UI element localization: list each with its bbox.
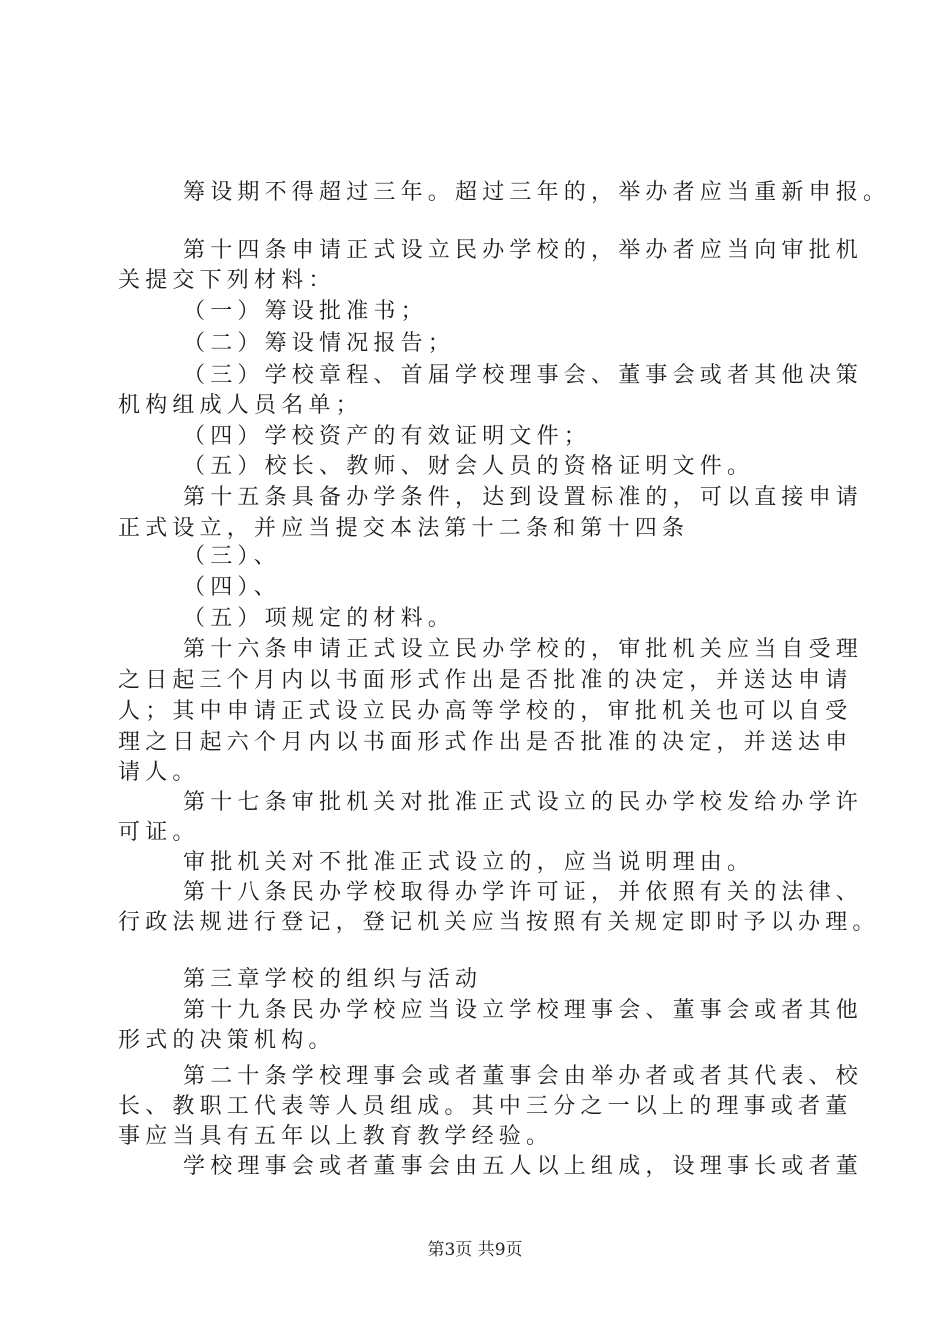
text-line: （五）校长、教师、财会人员的资格证明文件。 (183, 454, 755, 479)
page-footer: 第3页 共9页 (427, 1240, 523, 1260)
text-line: 可证。 (118, 820, 200, 845)
text-line: 第十八条民办学校取得办学许可证，并依照有关的法律、 (183, 880, 864, 905)
text-line: （四）学校资产的有效证明文件； (183, 424, 592, 449)
text-line: （三）、 (183, 544, 281, 569)
text-line: 筹设期不得超过三年。超过三年的，举办者应当重新申报。 (183, 180, 891, 205)
text-line: 机构组成人员名单； (118, 393, 363, 418)
text-line: 学校理事会或者董事会由五人以上组成，设理事长或者董 (183, 1154, 864, 1179)
text-line: （五）项规定的材料。 (183, 606, 456, 631)
text-line: 关提交下列材料： (118, 268, 336, 293)
text-line: 形式的决策机构。 (118, 1028, 336, 1053)
text-line: 人；其中申请正式设立民办高等学校的，审批机关也可以自受 (118, 699, 853, 724)
text-line: 行政法规进行登记，登记机关应当按照有关规定即时予以办理。 (118, 910, 880, 935)
text-line: 第二十条学校理事会或者董事会由举办者或者其代表、校 (183, 1064, 864, 1089)
text-line: 第十五条具备办学条件，达到设置标准的，可以直接申请 (183, 485, 864, 510)
text-line: 第十四条申请正式设立民办学校的，举办者应当向审批机 (183, 238, 864, 263)
text-line: （一）筹设批准书； (183, 299, 428, 324)
text-line: （三）学校章程、首届学校理事会、董事会或者其他决策 (183, 363, 864, 388)
text-line: 理之日起六个月内以书面形式作出是否批准的决定，并送达申 (118, 730, 853, 755)
text-line: 长、教职工代表等人员组成。其中三分之一以上的理事或者董 (118, 1094, 853, 1119)
text-line: 第十七条审批机关对批准正式设立的民办学校发给办学许 (183, 790, 864, 815)
text-line: 之日起三个月内以书面形式作出是否批准的决定，并送达申请 (118, 668, 853, 693)
text-line: 审批机关对不批准正式设立的，应当说明理由。 (183, 850, 755, 875)
text-line: 事应当具有五年以上教育教学经验。 (118, 1124, 554, 1149)
text-line: 第十六条申请正式设立民办学校的，审批机关应当自受理 (183, 637, 864, 662)
text-line: 正式设立，并应当提交本法第十二条和第十四条 (118, 516, 690, 541)
chapter-heading: 第三章学校的组织与活动 (183, 967, 483, 992)
text-line: 请人。 (118, 760, 200, 785)
text-line: （二）筹设情况报告； (183, 331, 456, 356)
text-line: （四）、 (183, 575, 281, 600)
text-line: 第十九条民办学校应当设立学校理事会、董事会或者其他 (183, 998, 864, 1023)
